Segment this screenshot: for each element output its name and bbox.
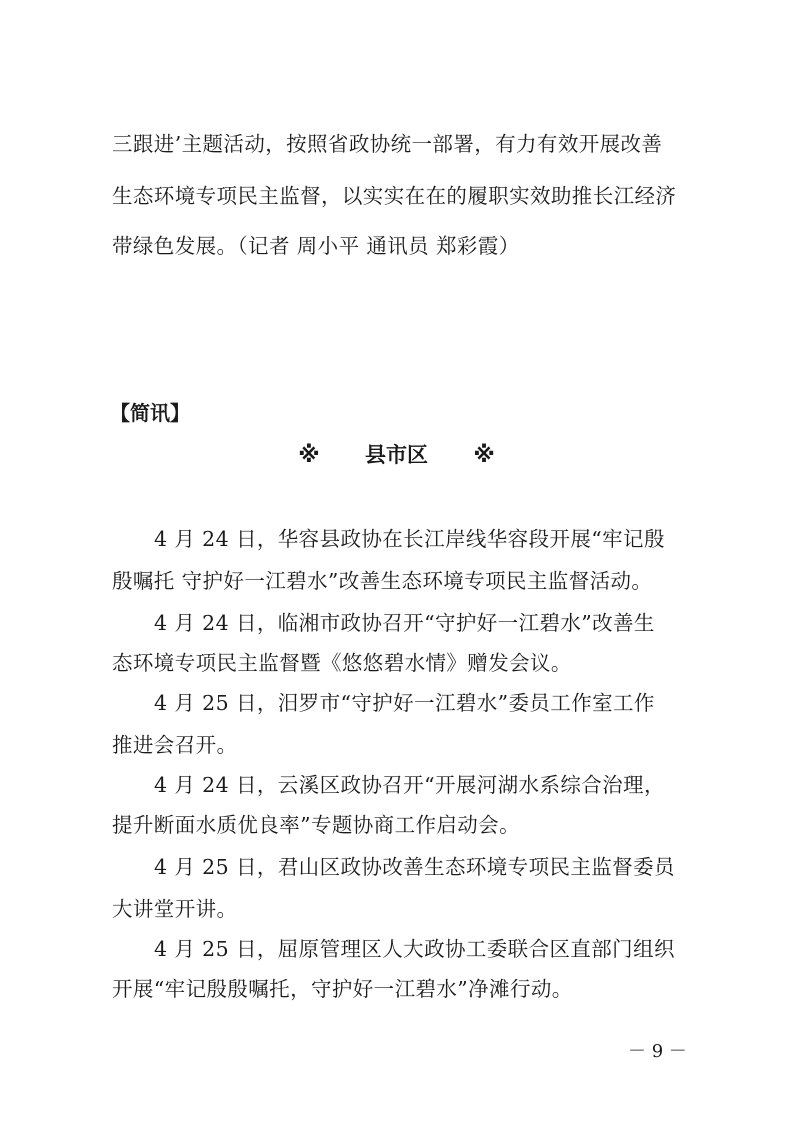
intro-line-1: 三跟进’主题活动，按照省政协统一部署，有力有效开展改善 — [112, 132, 663, 156]
brief-item-2-line-1: 4 月 24 日，临湘市政协召开“守护好一江碧水”改善生 — [154, 611, 655, 635]
subheading — [0, 440, 793, 471]
brief-item-1-line-1: 4 月 24 日，华容县政协在长江岸线华容段开展“牢记殷 — [154, 527, 665, 551]
intro-line-3: 带绿色发展。（记者 周小平 通讯员 郑彩霞） — [112, 234, 520, 258]
subheading-title: 县市区 — [365, 443, 428, 467]
section-label: 【简讯】 — [110, 401, 190, 425]
brief-item-3-line-2: 推进会召开。 — [112, 733, 238, 757]
brief-item-6-line-1: 4 月 25 日，屈原管理区人大政协工委联合区直部门组织 — [154, 937, 675, 961]
reference-mark-left: ※ — [298, 443, 320, 468]
brief-item-5-line-1: 4 月 25 日，君山区政协改善生态环境专项民主监督委员 — [154, 855, 675, 879]
brief-item-4-line-1: 4 月 24 日，云溪区政协召开“开展河湖水系综合治理， — [154, 773, 665, 797]
brief-item-1-line-2: 殷嘱托 守护好一江碧水”改善生态环境专项民主监督活动。 — [112, 569, 653, 593]
reference-mark-right: ※ — [473, 443, 495, 468]
brief-item-5-line-2: 大讲堂开讲。 — [112, 897, 238, 921]
brief-item-2-line-2: 态环境专项民主监督暨《悠悠碧水情》赠发会议。 — [112, 651, 572, 675]
page-number: － 9 － — [628, 1041, 687, 1062]
brief-item-4-line-2: 提升断面水质优良率”专题协商工作启动会。 — [112, 813, 520, 837]
intro-line-2: 生态环境专项民主监督，以实实在在的履职实效助推长江经济 — [112, 184, 677, 208]
brief-item-6-line-2: 开展“牢记殷殷嘱托，守护好一江碧水”净滩行动。 — [112, 977, 573, 1001]
brief-item-3-line-1: 4 月 25 日，汨罗市“守护好一江碧水”委员工作室工作 — [154, 691, 655, 715]
